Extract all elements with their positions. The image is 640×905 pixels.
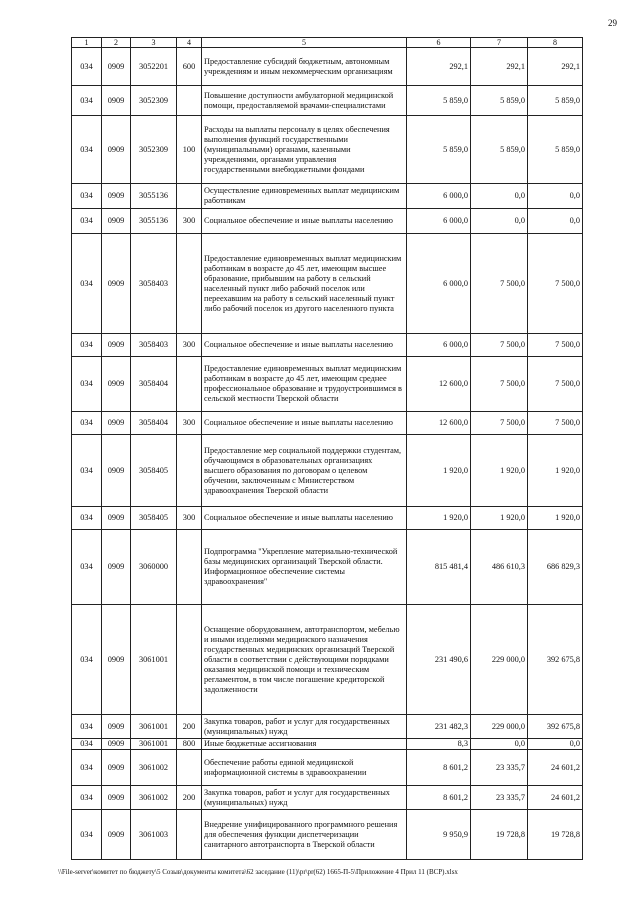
description-cell: Социальное обеспечение и иные выплаты населению (202, 412, 407, 435)
ministry-code-cell: 034 (72, 715, 102, 739)
ministry-code-cell: 034 (72, 435, 102, 507)
amount-year1-cell: 1 920,0 (407, 435, 471, 507)
amount-year2-cell: 292,1 (471, 48, 528, 86)
target-article-cell: 3061001 (131, 715, 177, 739)
expense-type-cell: 600 (177, 48, 202, 86)
amount-year2-cell: 5 859,0 (471, 86, 528, 116)
table-row (72, 48, 583, 86)
amount-year2-cell: 19 728,8 (471, 810, 528, 860)
amount-year2-cell: 23 335,7 (471, 750, 528, 786)
target-article-cell: 3058403 (131, 334, 177, 357)
table-row (72, 86, 583, 116)
section-code-cell: 0909 (102, 810, 131, 860)
section-code-cell: 0909 (102, 234, 131, 334)
amount-year1-cell: 5 859,0 (407, 116, 471, 184)
amount-year2-cell: 229 000,0 (471, 715, 528, 739)
target-article-cell: 3061001 (131, 739, 177, 750)
target-article-cell: 3058404 (131, 412, 177, 435)
table-row (72, 435, 583, 507)
amount-year3-cell: 0,0 (528, 739, 583, 750)
amount-year1-cell: 8 601,2 (407, 786, 471, 810)
amount-year1-cell: 1 920,0 (407, 507, 471, 530)
ministry-code-cell: 034 (72, 184, 102, 209)
amount-year2-cell: 23 335,7 (471, 786, 528, 810)
table-row (72, 786, 583, 810)
description-cell: Предоставление единовременных выплат медицинским работникам в возрасте до 45 лет, имеющим среднее профессиональное образование и трудоустроившимся в сельской местности Тверской области (202, 357, 407, 412)
amount-year1-cell: 231 482,3 (407, 715, 471, 739)
table-row (72, 334, 583, 357)
description-cell: Осуществление единовременных выплат медицинским работникам (202, 184, 407, 209)
expense-type-cell (177, 234, 202, 334)
description-cell: Предоставление мер социальной поддержки студентам, обучающимся в образовательных организациях высшего образования по договорам о целевом обучении, заключенным с Министерством здравоохранения Тверской области (202, 435, 407, 507)
ministry-code-cell: 034 (72, 334, 102, 357)
ministry-code-cell: 034 (72, 739, 102, 750)
amount-year2-cell: 229 000,0 (471, 605, 528, 715)
section-code-cell: 0909 (102, 507, 131, 530)
section-code-cell: 0909 (102, 48, 131, 86)
expense-type-cell (177, 750, 202, 786)
table-row (72, 116, 583, 184)
target-article-cell: 3061003 (131, 810, 177, 860)
ministry-code-cell: 034 (72, 209, 102, 234)
ministry-code-cell: 034 (72, 412, 102, 435)
description-cell: Предоставление субсидий бюджетным, автономным учреждениям и иным некоммерческим организациям (202, 48, 407, 86)
amount-year1-cell: 12 600,0 (407, 357, 471, 412)
table-row (72, 715, 583, 739)
description-cell: Подпрограмма "Укрепление материально-технической базы медицинских организаций Тверской области. Информационное обеспечение системы здравоохранения" (202, 530, 407, 605)
amount-year3-cell: 392 675,8 (528, 605, 583, 715)
amount-year1-cell: 8,3 (407, 739, 471, 750)
file-path-footer: \\File-server\комитет по бюджету\5 Созыв\документы комитета\62 заседание (11)\pr\pr(62) 1665-П-5\Приложение 4 Прил 11 (ВСР).xlsx (58, 868, 458, 876)
target-article-cell: 3061002 (131, 786, 177, 810)
section-code-cell: 0909 (102, 786, 131, 810)
column-number: 5 (202, 38, 407, 48)
target-article-cell: 3061002 (131, 750, 177, 786)
expense-type-cell (177, 530, 202, 605)
column-number: 2 (102, 38, 131, 48)
description-cell: Социальное обеспечение и иные выплаты населению (202, 507, 407, 530)
ministry-code-cell: 034 (72, 786, 102, 810)
target-article-cell: 3055136 (131, 184, 177, 209)
table-row (72, 530, 583, 605)
target-article-cell: 3055136 (131, 209, 177, 234)
column-number: 6 (407, 38, 471, 48)
target-article-cell: 3061001 (131, 605, 177, 715)
amount-year3-cell: 5 859,0 (528, 86, 583, 116)
amount-year1-cell: 6 000,0 (407, 184, 471, 209)
table-row (72, 184, 583, 209)
amount-year1-cell: 9 950,9 (407, 810, 471, 860)
amount-year2-cell: 0,0 (471, 209, 528, 234)
ministry-code-cell: 034 (72, 234, 102, 334)
amount-year1-cell: 5 859,0 (407, 86, 471, 116)
section-code-cell: 0909 (102, 86, 131, 116)
section-code-cell: 0909 (102, 435, 131, 507)
column-number: 8 (528, 38, 583, 48)
amount-year1-cell: 8 601,2 (407, 750, 471, 786)
amount-year2-cell: 486 610,3 (471, 530, 528, 605)
target-article-cell: 3052309 (131, 86, 177, 116)
ministry-code-cell: 034 (72, 48, 102, 86)
expense-type-cell (177, 435, 202, 507)
amount-year2-cell: 7 500,0 (471, 412, 528, 435)
target-article-cell: 3058403 (131, 234, 177, 334)
budget-table (71, 37, 583, 860)
expense-type-cell (177, 357, 202, 412)
description-cell: Социальное обеспечение и иные выплаты населению (202, 334, 407, 357)
amount-year2-cell: 7 500,0 (471, 357, 528, 412)
table-row (72, 605, 583, 715)
expense-type-cell: 300 (177, 507, 202, 530)
section-code-cell: 0909 (102, 715, 131, 739)
ministry-code-cell: 034 (72, 357, 102, 412)
column-number: 1 (72, 38, 102, 48)
description-cell: Обеспечение работы единой медицинской информационной системы в здравоохранении (202, 750, 407, 786)
table-row (72, 750, 583, 786)
description-cell: Расходы на выплаты персоналу в целях обеспечения выполнения функций государственными (муниципальными) органами, казенными учреждениями, органами управления государственными внебюджетными фондами (202, 116, 407, 184)
ministry-code-cell: 034 (72, 116, 102, 184)
expense-type-cell (177, 184, 202, 209)
amount-year2-cell: 7 500,0 (471, 334, 528, 357)
section-code-cell: 0909 (102, 530, 131, 605)
amount-year2-cell: 0,0 (471, 739, 528, 750)
section-code-cell: 0909 (102, 209, 131, 234)
expense-type-cell: 300 (177, 209, 202, 234)
amount-year1-cell: 231 490,6 (407, 605, 471, 715)
expense-type-cell: 200 (177, 715, 202, 739)
amount-year3-cell: 686 829,3 (528, 530, 583, 605)
expense-type-cell: 300 (177, 334, 202, 357)
description-cell: Внедрение унифицированного программного решения для обеспечения функции диспетчеризации санитарного автотранспорта в Тверской области (202, 810, 407, 860)
target-article-cell: 3060000 (131, 530, 177, 605)
section-code-cell: 0909 (102, 116, 131, 184)
amount-year3-cell: 24 601,2 (528, 786, 583, 810)
description-cell: Иные бюджетные ассигнования (202, 739, 407, 750)
amount-year3-cell: 0,0 (528, 184, 583, 209)
ministry-code-cell: 034 (72, 507, 102, 530)
description-cell: Закупка товаров, работ и услуг для государственных (муниципальных) нужд (202, 786, 407, 810)
target-article-cell: 3052309 (131, 116, 177, 184)
amount-year3-cell: 7 500,0 (528, 234, 583, 334)
amount-year1-cell: 6 000,0 (407, 334, 471, 357)
amount-year1-cell: 12 600,0 (407, 412, 471, 435)
table-row (72, 234, 583, 334)
table-row (72, 209, 583, 234)
amount-year3-cell: 5 859,0 (528, 116, 583, 184)
target-article-cell: 3058405 (131, 507, 177, 530)
section-code-cell: 0909 (102, 605, 131, 715)
ministry-code-cell: 034 (72, 530, 102, 605)
amount-year2-cell: 1 920,0 (471, 435, 528, 507)
page-number: 29 (608, 18, 617, 28)
expense-type-cell: 200 (177, 786, 202, 810)
target-article-cell: 3058404 (131, 357, 177, 412)
description-cell: Предоставление единовременных выплат медицинским работникам в возрасте до 45 лет, имеющим высшее образование, прибывшим на работу в сельский населенный пункт либо рабочий поселок или переехавшим на работу в сельский населенный пункт либо рабочий поселок из другого населенного пункта (202, 234, 407, 334)
table-row (72, 412, 583, 435)
target-article-cell: 3052201 (131, 48, 177, 86)
table-row (72, 810, 583, 860)
description-cell: Социальное обеспечение и иные выплаты населению (202, 209, 407, 234)
amount-year2-cell: 7 500,0 (471, 234, 528, 334)
amount-year3-cell: 1 920,0 (528, 435, 583, 507)
amount-year3-cell: 292,1 (528, 48, 583, 86)
section-code-cell: 0909 (102, 750, 131, 786)
table-row (72, 507, 583, 530)
ministry-code-cell: 034 (72, 750, 102, 786)
amount-year1-cell: 815 481,4 (407, 530, 471, 605)
ministry-code-cell: 034 (72, 810, 102, 860)
column-number: 3 (131, 38, 177, 48)
section-code-cell: 0909 (102, 334, 131, 357)
amount-year1-cell: 6 000,0 (407, 209, 471, 234)
amount-year1-cell: 6 000,0 (407, 234, 471, 334)
expense-type-cell: 300 (177, 412, 202, 435)
amount-year3-cell: 19 728,8 (528, 810, 583, 860)
ministry-code-cell: 034 (72, 86, 102, 116)
description-cell: Оснащение оборудованием, автотранспортом, мебелью и иными изделиями медицинского назначения государственных медицинских организаций Тверской области в соответствии с действующими порядками оказания медицинской помощи и техническим регламентом, в том числе погашение кредиторской задолженности (202, 605, 407, 715)
amount-year3-cell: 7 500,0 (528, 334, 583, 357)
amount-year3-cell: 7 500,0 (528, 412, 583, 435)
section-code-cell: 0909 (102, 739, 131, 750)
expense-type-cell (177, 605, 202, 715)
amount-year3-cell: 1 920,0 (528, 507, 583, 530)
table-row (72, 357, 583, 412)
column-number: 7 (471, 38, 528, 48)
section-code-cell: 0909 (102, 357, 131, 412)
table-row (72, 739, 583, 750)
section-code-cell: 0909 (102, 412, 131, 435)
expense-type-cell: 100 (177, 116, 202, 184)
amount-year3-cell: 0,0 (528, 209, 583, 234)
expense-type-cell (177, 810, 202, 860)
amount-year3-cell: 392 675,8 (528, 715, 583, 739)
amount-year2-cell: 1 920,0 (471, 507, 528, 530)
column-number: 4 (177, 38, 202, 48)
section-code-cell: 0909 (102, 184, 131, 209)
target-article-cell: 3058405 (131, 435, 177, 507)
amount-year3-cell: 24 601,2 (528, 750, 583, 786)
description-cell: Повышение доступности амбулаторной медицинской помощи, предоставляемой врачами-специалистами (202, 86, 407, 116)
amount-year2-cell: 5 859,0 (471, 116, 528, 184)
amount-year1-cell: 292,1 (407, 48, 471, 86)
description-cell: Закупка товаров, работ и услуг для государственных (муниципальных) нужд (202, 715, 407, 739)
expense-type-cell: 800 (177, 739, 202, 750)
amount-year2-cell: 0,0 (471, 184, 528, 209)
expense-type-cell (177, 86, 202, 116)
amount-year3-cell: 7 500,0 (528, 357, 583, 412)
ministry-code-cell: 034 (72, 605, 102, 715)
column-number-row (72, 38, 583, 48)
